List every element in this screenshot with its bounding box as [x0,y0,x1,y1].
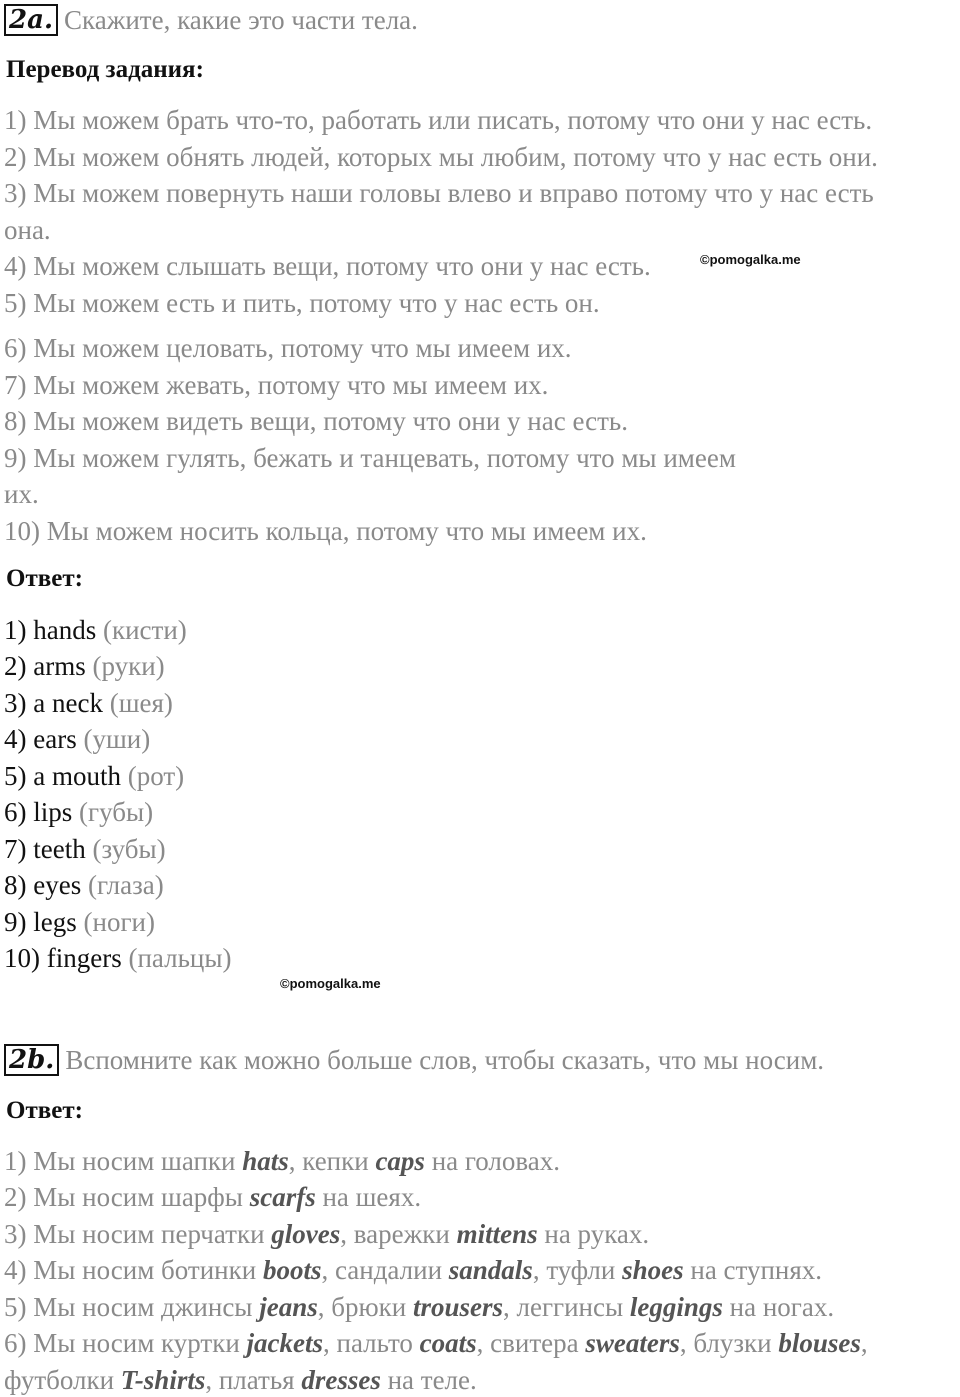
answer-number: 5) [4,761,27,791]
answer-russian: (пальцы) [128,943,232,973]
answer-heading-2a: Ответ: [6,565,83,592]
clothing-keyword: dresses [301,1365,381,1395]
answer-english: lips [33,797,73,827]
task-2b-instruction: Вспомните как можно больше слов, чтобы сказать, что мы носим. [65,1044,825,1075]
answer-item [4,796,153,828]
answer-russian: (рот) [127,761,185,791]
clothing-line [4,1254,822,1286]
clothing-keyword: gloves [271,1219,341,1249]
clothing-keyword: leggings [629,1292,723,1322]
answer-english: hands [33,615,97,645]
clothing-line [4,1291,834,1323]
clothing-text: , платья [205,1365,302,1395]
answer-number: 10) [4,943,40,973]
translation-line: 5) Мы можем есть и пить, потому что у нас есть он. [4,288,600,318]
clothing-keyword: blouses [778,1328,861,1358]
task-2a-instruction: Скажите, какие это части тела. [64,4,418,35]
clothing-keyword: scarfs [249,1182,316,1212]
task-2a-label: 2a. [4,4,58,36]
translation-heading: Перевод задания: [6,56,204,83]
clothing-text: , блузки [679,1328,779,1358]
clothing-text: 1) Мы носим шапки [4,1146,243,1176]
translation-line: 4) Мы можем слышать вещи, потому что они у нас есть. [4,251,651,281]
clothing-keyword: hats [242,1146,289,1176]
task-2a-header [4,4,418,36]
translation-line: 1) Мы можем брать что-то, работать или писать, потому что они у нас есть. [4,105,873,135]
answer-number: 3) [4,688,27,718]
translation-line: 2) Мы можем обнять людей, которых мы любим, потому что у нас есть они. [4,142,878,172]
answer-number: 2) [4,651,27,681]
answer-english: arms [33,651,86,681]
answer-russian: (кисти) [103,615,187,645]
clothing-keyword: boots [262,1255,322,1285]
clothing-keyword: T-shirts [120,1365,206,1395]
clothing-text: 6) Мы носим куртки [4,1328,247,1358]
clothing-text: 5) Мы носим джинсы [4,1292,260,1322]
answer-item [4,760,184,792]
clothing-text: на руках. [537,1219,650,1249]
clothing-text: на ступнях. [683,1255,823,1285]
answer-english: ears [33,724,77,754]
clothing-keyword: sweaters [585,1328,680,1358]
answer-item [4,614,187,646]
watermark: ©pomogalka.me [700,252,801,267]
answer-russian: (уши) [83,724,151,754]
clothing-keyword: jackets [246,1328,324,1358]
translation-line: 3) Мы можем повернуть наши головы влево и вправо потому что у нас есть [4,178,874,208]
clothing-keyword: shoes [622,1255,684,1285]
answer-english: a mouth [33,761,121,791]
translation-line: их. [4,479,39,509]
answer-item [4,869,164,901]
answer-number: 6) [4,797,27,827]
clothing-keyword: trousers [412,1292,503,1322]
answer-russian: (губы) [79,797,154,827]
clothing-keyword: sandals [448,1255,533,1285]
translation-line: 10) Мы можем носить кольца, потому что мы имеем их. [4,516,647,546]
clothing-line [4,1364,477,1396]
clothing-line [4,1327,868,1359]
clothing-line [4,1218,649,1250]
answer-heading-2b: Ответ: [6,1097,83,1124]
watermark: ©pomogalka.me [280,976,381,991]
clothing-text: , брюки [317,1292,413,1322]
answer-item [4,833,166,865]
answer-english: fingers [46,943,122,973]
clothing-text: , [860,1328,868,1358]
clothing-keyword: caps [375,1146,425,1176]
clothing-keyword: jeans [259,1292,318,1322]
answer-item [4,650,165,682]
clothing-text: , леггинсы [502,1292,630,1322]
answer-item [4,906,155,938]
translation-line: 6) Мы можем целовать, потому что мы имеем их. [4,333,572,363]
clothing-text: , пальто [323,1328,420,1358]
answer-russian: (ноги) [83,907,155,937]
clothing-text: , сандалии [321,1255,449,1285]
clothing-text: 4) Мы носим ботинки [4,1255,263,1285]
answer-english: legs [33,907,77,937]
clothing-text: футболки [4,1365,121,1395]
clothing-line [4,1181,421,1213]
task-2b-header [4,1044,824,1076]
clothing-text: , варежки [340,1219,457,1249]
answer-number: 9) [4,907,27,937]
clothing-text: 3) Мы носим перчатки [4,1219,272,1249]
clothing-keyword: mittens [456,1219,538,1249]
translation-line: 8) Мы можем видеть вещи, потому что они у нас есть. [4,406,628,436]
clothing-text: на шеях. [315,1182,422,1212]
task-2b-label: 2b. [4,1044,59,1076]
clothing-text: на головах. [424,1146,561,1176]
clothing-text: , свитера [476,1328,586,1358]
translation-line: 9) Мы можем гулять, бежать и танцевать, потому что мы имеем [4,443,736,473]
clothing-text: на теле. [380,1365,477,1395]
answer-number: 1) [4,615,27,645]
answer-english: teeth [33,834,86,864]
answer-russian: (руки) [92,651,165,681]
answer-number: 8) [4,870,27,900]
clothing-text: , туфли [532,1255,623,1285]
clothing-line [4,1145,560,1177]
answer-english: a neck [33,688,103,718]
answer-item [4,942,232,974]
answer-russian: (зубы) [92,834,166,864]
answer-number: 4) [4,724,27,754]
answer-russian: (глаза) [87,870,164,900]
answer-russian: (шея) [109,688,173,718]
clothing-text: на ногах. [722,1292,835,1322]
clothing-text: , кепки [288,1146,376,1176]
answer-english: eyes [33,870,82,900]
answer-item [4,723,150,755]
answer-item [4,687,173,719]
answer-number: 7) [4,834,27,864]
translation-line: 7) Мы можем жевать, потому что мы имеем их. [4,370,549,400]
clothing-text: 2) Мы носим шарфы [4,1182,250,1212]
translation-line: она. [4,215,51,245]
clothing-keyword: coats [419,1328,477,1358]
